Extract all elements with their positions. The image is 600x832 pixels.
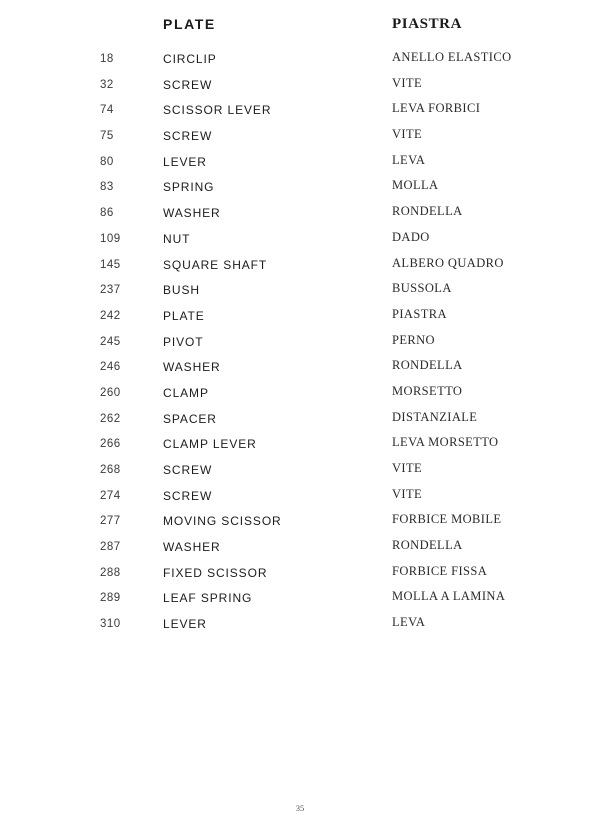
part-name-italian: MORSETTO: [392, 383, 463, 398]
table-row: [0, 615, 600, 641]
table-row: [0, 384, 600, 410]
part-name-english: PIVOT: [163, 334, 204, 349]
table-row: [0, 230, 600, 256]
part-name-italian: VITE: [392, 461, 423, 475]
part-number: 242: [100, 309, 121, 322]
part-name-english: CLAMP LEVER: [163, 437, 257, 452]
part-number: 145: [100, 258, 121, 271]
part-name-english: PLATE: [163, 308, 205, 323]
part-number: 80: [100, 155, 114, 168]
part-name-english: MOVING SCISSOR: [163, 514, 282, 529]
part-number: 246: [100, 361, 121, 374]
table-row: [0, 410, 600, 436]
part-number: 289: [100, 592, 121, 605]
part-number: 83: [100, 181, 114, 194]
part-number: 262: [100, 412, 121, 425]
column-header-english: PLATE: [163, 16, 216, 32]
part-number: 260: [100, 386, 121, 399]
part-number: 245: [100, 335, 121, 348]
part-name-english: NUT: [163, 231, 191, 246]
parts-table: [0, 50, 600, 641]
part-name-italian: LEVA MORSETTO: [392, 435, 499, 450]
part-name-italian: VITE: [392, 75, 423, 90]
part-name-italian: LEVA: [392, 152, 426, 167]
table-row: [0, 307, 600, 333]
part-name-english: SCREW: [163, 129, 213, 144]
part-name-italian: RONDELLA: [392, 358, 463, 373]
table-header: [0, 16, 600, 44]
table-row: [0, 461, 600, 487]
part-number: 310: [100, 618, 121, 631]
table-row: [0, 153, 600, 179]
table-row: [0, 256, 600, 282]
part-number: 274: [100, 489, 121, 502]
part-number: 288: [100, 566, 121, 579]
part-name-italian: PERNO: [392, 332, 435, 347]
table-row: [0, 178, 600, 204]
table-row: [0, 333, 600, 359]
part-name-english: SPRING: [163, 180, 215, 195]
part-name-english: WASHER: [163, 206, 221, 221]
part-name-italian: FORBICE MOBILE: [392, 512, 502, 527]
table-row: [0, 101, 600, 127]
table-row: [0, 538, 600, 564]
part-name-italian: VITE: [392, 127, 423, 142]
part-name-english: LEVER: [163, 617, 207, 632]
part-number: 268: [100, 464, 121, 476]
part-name-english: WASHER: [163, 360, 221, 375]
table-row: [0, 281, 600, 307]
table-row: [0, 76, 600, 102]
table-row: [0, 50, 600, 76]
table-row: [0, 358, 600, 384]
table-row: [0, 127, 600, 153]
part-name-italian: VITE: [392, 486, 423, 501]
column-header-italian: PIASTRA: [392, 16, 463, 32]
part-name-english: LEAF SPRING: [163, 591, 253, 606]
table-row: [0, 487, 600, 513]
table-row: [0, 589, 600, 615]
part-number: 237: [100, 284, 121, 297]
page-number: 35: [295, 803, 305, 813]
part-number: 277: [100, 515, 121, 528]
part-number: 18: [100, 53, 114, 65]
part-name-english: CLAMP: [163, 385, 209, 400]
part-name-english: SCREW: [163, 77, 213, 92]
part-name-italian: LEVA FORBICI: [392, 101, 481, 116]
part-name-italian: BUSSOLA: [392, 281, 452, 296]
part-name-english: SCREW: [163, 488, 213, 503]
part-number: 287: [100, 541, 121, 554]
part-number: 74: [100, 104, 114, 117]
table-row: [0, 435, 600, 461]
part-name-english: SPACER: [163, 411, 217, 426]
part-number: 266: [100, 438, 121, 451]
part-name-italian: MOLLA: [392, 178, 439, 193]
part-name-english: SCREW: [163, 463, 213, 477]
part-name-english: LEVER: [163, 154, 207, 169]
part-number: 75: [100, 130, 114, 143]
part-name-italian: FORBICE FISSA: [392, 563, 488, 578]
part-name-italian: LEVA: [392, 615, 426, 630]
table-row: [0, 564, 600, 590]
part-number: 109: [100, 232, 121, 245]
part-name-italian: RONDELLA: [392, 204, 463, 219]
part-name-italian: ALBERO QUADRO: [392, 255, 504, 270]
part-name-italian: ANELLO ELASTICO: [392, 50, 512, 64]
part-name-italian: RONDELLA: [392, 538, 463, 553]
part-name-english: SQUARE SHAFT: [163, 257, 268, 272]
part-name-italian: DADO: [392, 229, 430, 244]
part-name-english: BUSH: [163, 283, 200, 298]
part-number: 32: [100, 78, 114, 91]
part-name-english: WASHER: [163, 540, 221, 555]
part-name-english: SCISSOR LEVER: [163, 103, 272, 118]
table-row: [0, 204, 600, 230]
part-name-italian: DISTANZIALE: [392, 409, 478, 424]
part-name-italian: MOLLA A LAMINA: [392, 589, 506, 604]
part-number: 86: [100, 207, 114, 220]
table-row: [0, 512, 600, 538]
part-name-italian: PIASTRA: [392, 306, 447, 321]
part-name-english: FIXED SCISSOR: [163, 565, 268, 580]
part-name-english: CIRCLIP: [163, 52, 217, 66]
